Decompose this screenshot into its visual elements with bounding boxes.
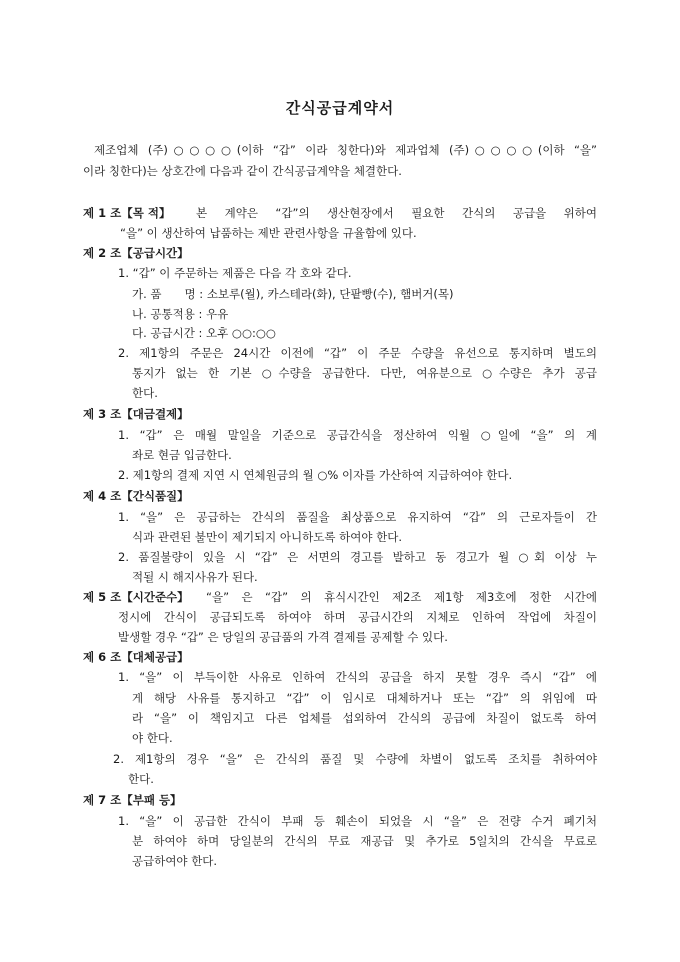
article-2-sub-b: 나. 공통적용 : 우유 bbox=[132, 307, 229, 321]
article-3-heading: 제 3 조【대금결제】 bbox=[83, 407, 189, 421]
article-4-heading: 제 4 조【간식품질】 bbox=[83, 489, 189, 503]
article-2-para-1: 1. “갑” 이 주문하는 제품은 다음 각 호와 같다. bbox=[118, 266, 352, 280]
article-7-heading: 제 7 조【부패 등】 bbox=[83, 793, 182, 807]
article-6-para-1-line-2: 게 해당 사유를 통지하고 “갑” 이 임시로 대체하거나 또는 “갑” 의 위임에 따 bbox=[132, 691, 597, 705]
article-1-line-2: “을” 이 생산하여 납품하는 제반 관련사항을 규율함에 있다. bbox=[120, 226, 417, 240]
article-7-para-1-line-3: 공급하여야 한다. bbox=[132, 854, 218, 868]
article-2-para-2-line-1: 2. 제1항의 주문은 24시간 이전에 “갑” 이 주문 수량을 유선으로 통지하며 별도의 bbox=[118, 346, 597, 360]
document-title: 간식공급계약서 bbox=[285, 99, 395, 117]
article-5-line-1: “을” 은 “갑” 의 휴식시간인 제2조 제1항 제3호에 정한 시간에 bbox=[206, 590, 597, 604]
article-3-para-1-line-1: 1. “갑” 은 매월 말일을 기준으로 공급간식을 정산하여 익월 ○일에 “을” 의 계 bbox=[118, 428, 597, 442]
article-4-para-2-line-2: 적될 시 해지사유가 된다. bbox=[132, 570, 258, 584]
article-1-heading: 제 1 조【목 적】 bbox=[83, 206, 171, 220]
article-4-para-1-line-1: 1. “을” 은 공급하는 간식의 품질을 최상품으로 유지하여 “갑” 의 근로자들이 간 bbox=[118, 510, 597, 524]
article-3-para-1-line-2: 좌로 현금 입금한다. bbox=[132, 448, 232, 462]
article-2-sub-a: 가. 품 명 : 소보루(월), 카스테라(화), 단팥빵(수), 햄버거(목) bbox=[132, 287, 454, 301]
article-6-para-2-line-2: 한다. bbox=[128, 772, 154, 786]
article-2-para-2-line-3: 한다. bbox=[132, 386, 158, 400]
article-6-para-1-line-3: 라 “을” 이 책임지고 다른 업체를 섭외하여 간식의 공급에 차질이 없도록 하여 bbox=[132, 711, 597, 725]
article-6-para-1-line-1: 1. “을” 이 부득이한 사유로 인하여 간식의 공급을 하지 못할 경우 즉시 “갑” 에 bbox=[118, 670, 597, 684]
article-4-para-1-line-2: 식과 관련된 불만이 제기되지 아니하도록 하여야 한다. bbox=[132, 530, 402, 544]
article-6-para-1-line-4: 야 한다. bbox=[132, 731, 173, 745]
article-7-para-1-line-1: 1. “을” 이 공급한 간식이 부패 등 훼손이 되었을 시 “을” 은 전량 수거 폐기처 bbox=[118, 814, 597, 828]
article-5-line-2: 정시에 간식이 공급되도록 하여야 하며 공급시간의 지체로 인하여 작업에 차질이 bbox=[118, 610, 597, 624]
article-6-para-2-line-1: 2. 제1항의 경우 “을” 은 간식의 품질 및 수량에 차별이 없도록 조치를 취하여야 bbox=[113, 752, 597, 766]
article-4-para-2-line-1: 2. 품질불량이 있을 시 “갑” 은 서면의 경고를 발하고 동 경고가 월 ○회 이상 누 bbox=[118, 550, 597, 564]
article-2-sub-c: 다. 공급시간 : 오후 ○○:○○ bbox=[132, 326, 276, 340]
intro-line-2: 이라 칭한다)는 상호간에 다음과 같이 간식공급계약을 체결한다. bbox=[83, 164, 402, 178]
article-2-para-2-line-2: 통지가 없는 한 기본 ○수량을 공급한다. 다만, 여유분으로 ○수량은 추가 공급 bbox=[132, 366, 597, 380]
article-2-heading: 제 2 조【공급시간】 bbox=[83, 246, 189, 260]
intro-line-1: 제조업체 (주)○○○○(이하 “갑” 이라 칭한다)와 제과업체 (주)○○○○(이하 “을” bbox=[94, 143, 597, 157]
article-5-heading: 제 5 조【시간준수】 bbox=[83, 590, 189, 604]
article-7-para-1-line-2: 분 하여야 하며 당일분의 간식의 무료 재공급 및 추가로 5일치의 간식을 무료로 bbox=[132, 834, 597, 848]
article-5-line-3: 발생할 경우 “갑” 은 당일의 공급품의 가격 결제를 공제할 수 있다. bbox=[118, 630, 448, 644]
article-6-heading: 제 6 조【대체공급】 bbox=[83, 650, 189, 664]
article-3-para-2: 2. 제1항의 결제 지연 시 연체원금의 월 ○% 이자를 가산하여 지급하여야 한다. bbox=[118, 468, 513, 482]
article-1-line-1: 본 계약은 “갑”의 생산현장에서 필요한 간식의 공급을 위하여 bbox=[196, 206, 597, 220]
